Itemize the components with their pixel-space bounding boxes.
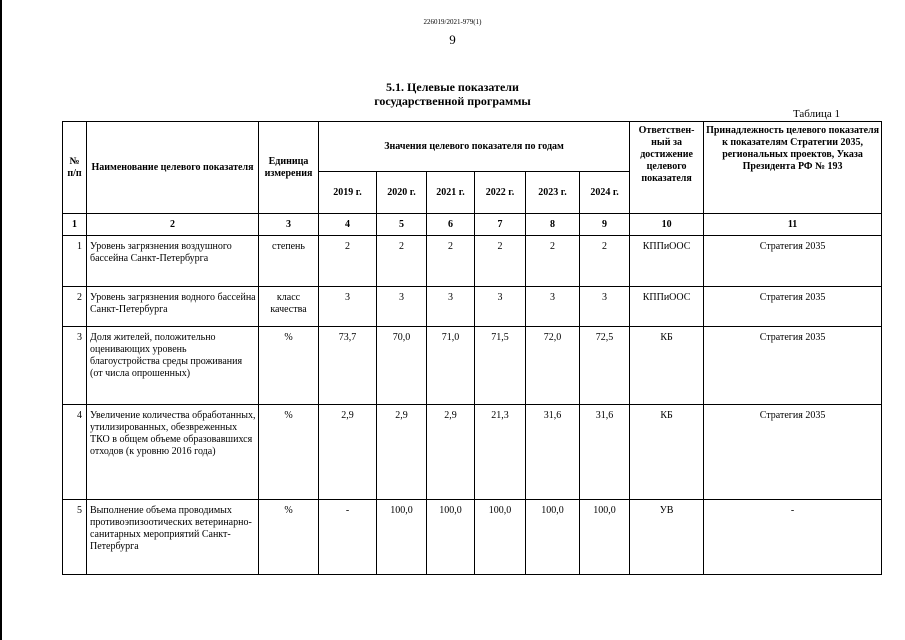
row-unit: класс качества	[259, 287, 319, 327]
row-unit: %	[259, 405, 319, 500]
header-num: № п/п	[63, 122, 87, 214]
row-value: 2	[427, 236, 475, 287]
row-value: 2	[319, 236, 377, 287]
index-cell: 10	[630, 214, 704, 236]
page-number: 9	[449, 32, 456, 47]
index-cell: 4	[319, 214, 377, 236]
header-affiliation: Принадлежность целевого показателя к показателям Стратегии 2035, региональных проектов, Указа Президента РФ № 193	[704, 122, 882, 214]
title-line-1: 5.1. Целевые показатели	[386, 80, 519, 94]
document-id: 226019/2021-979(1)	[423, 18, 482, 26]
row-value: 2	[580, 236, 630, 287]
row-name: Уровень загрязнения воздушного бассейна Санкт-Петербурга	[87, 236, 259, 287]
section-title	[0, 80, 905, 108]
header-unit: Единица измерения	[259, 122, 319, 214]
row-value: 100,0	[377, 500, 427, 575]
row-value: 3	[580, 287, 630, 327]
row-affiliation: Стратегия 2035	[704, 236, 882, 287]
row-responsible: КППиООС	[630, 236, 704, 287]
row-value: 70,0	[377, 327, 427, 405]
row-value: 3	[427, 287, 475, 327]
row-responsible: КБ	[630, 405, 704, 500]
table-row	[63, 500, 882, 575]
row-num: 3	[63, 327, 87, 405]
header-year: 2020 г.	[377, 172, 427, 214]
row-num: 1	[63, 236, 87, 287]
row-value: 100,0	[526, 500, 580, 575]
header-name: Наименование целевого показателя	[87, 122, 259, 214]
index-cell: 6	[427, 214, 475, 236]
row-responsible: УВ	[630, 500, 704, 575]
row-value: 71,0	[427, 327, 475, 405]
header-year: 2021 г.	[427, 172, 475, 214]
header-year: 2022 г.	[475, 172, 526, 214]
row-value: -	[319, 500, 377, 575]
title-line-2: государственной программы	[374, 94, 531, 108]
row-value: 21,3	[475, 405, 526, 500]
row-value: 73,7	[319, 327, 377, 405]
table-row	[63, 236, 882, 287]
index-cell: 3	[259, 214, 319, 236]
row-value: 2,9	[377, 405, 427, 500]
row-affiliation: Стратегия 2035	[704, 327, 882, 405]
row-value: 100,0	[475, 500, 526, 575]
index-cell: 2	[87, 214, 259, 236]
row-name: Выполнение объема проводимых противоэпизоотических ветеринарно-санитарных мероприятий Санкт-Петербурга	[87, 500, 259, 575]
index-cell: 9	[580, 214, 630, 236]
row-value: 100,0	[427, 500, 475, 575]
row-unit: степень	[259, 236, 319, 287]
row-value: 2	[377, 236, 427, 287]
row-num: 4	[63, 405, 87, 500]
index-cell: 11	[704, 214, 882, 236]
table-row	[63, 327, 882, 405]
row-value: 3	[319, 287, 377, 327]
index-cell: 5	[377, 214, 427, 236]
row-name: Уровень загрязнения водного бассейна Санкт-Петербурга	[87, 287, 259, 327]
row-responsible: КППиООС	[630, 287, 704, 327]
table-row	[63, 405, 882, 500]
index-cell: 8	[526, 214, 580, 236]
header-values: Значения целевого показателя по годам	[319, 122, 630, 172]
row-value: 71,5	[475, 327, 526, 405]
row-affiliation: Стратегия 2035	[704, 405, 882, 500]
row-affiliation: -	[704, 500, 882, 575]
header-year: 2023 г.	[526, 172, 580, 214]
index-cell: 1	[63, 214, 87, 236]
row-value: 31,6	[580, 405, 630, 500]
header-year: 2019 г.	[319, 172, 377, 214]
table-row	[63, 287, 882, 327]
row-value: 2,9	[319, 405, 377, 500]
row-value: 3	[377, 287, 427, 327]
row-value: 2,9	[427, 405, 475, 500]
index-cell: 7	[475, 214, 526, 236]
row-value: 3	[475, 287, 526, 327]
row-name: Увеличение количества обработанных, утилизированных, обезвреженных ТКО в общем объеме образовавшихся отходов (к уровню 2016 года)	[87, 405, 259, 500]
row-value: 2	[526, 236, 580, 287]
row-value: 72,0	[526, 327, 580, 405]
row-name: Доля жителей, положительно оценивающих уровень благоустройства среды проживания (от числа опрошенных)	[87, 327, 259, 405]
row-value: 2	[475, 236, 526, 287]
row-unit: %	[259, 500, 319, 575]
header-year: 2024 г.	[580, 172, 630, 214]
row-unit: %	[259, 327, 319, 405]
target-indicators-table	[62, 121, 882, 575]
row-value: 31,6	[526, 405, 580, 500]
row-value: 72,5	[580, 327, 630, 405]
table-reference: Таблица 1	[792, 108, 840, 120]
header-responsible: Ответствен-ный за достижение целевого показателя	[630, 122, 704, 214]
row-affiliation: Стратегия 2035	[704, 287, 882, 327]
row-num: 5	[63, 500, 87, 575]
row-value: 3	[526, 287, 580, 327]
row-value: 100,0	[580, 500, 630, 575]
row-num: 2	[63, 287, 87, 327]
row-responsible: КБ	[630, 327, 704, 405]
